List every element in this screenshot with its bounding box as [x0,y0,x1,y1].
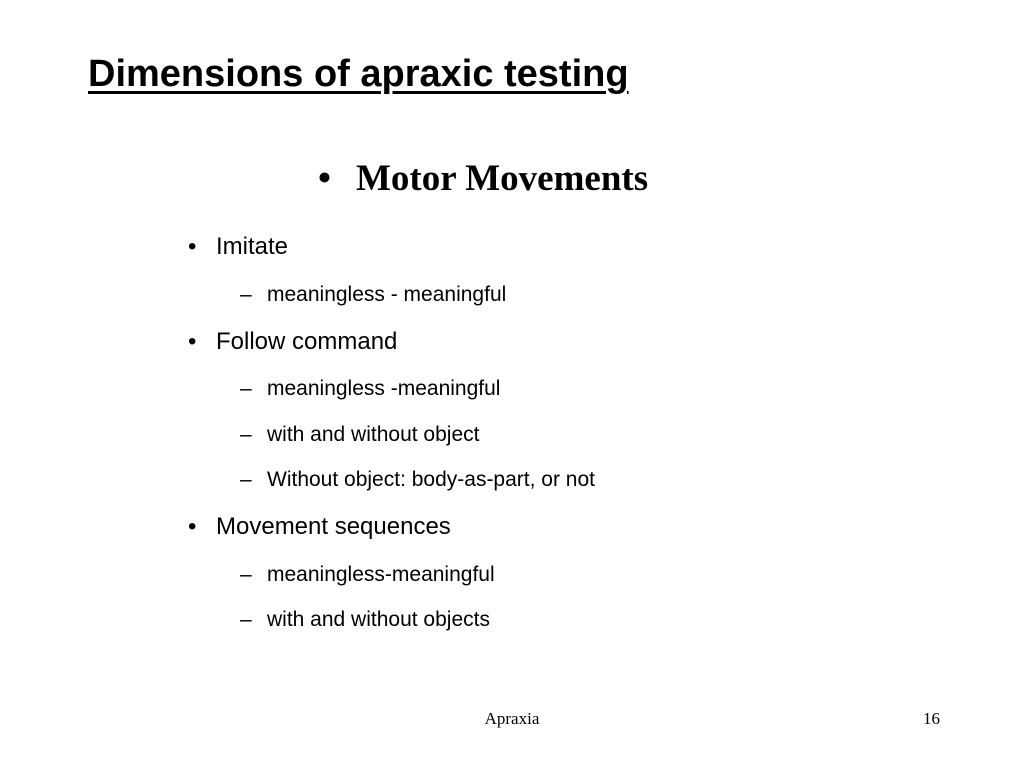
sub-bullet-label: meaningless - meaningful [267,283,507,306]
section-heading [318,155,648,203]
sub-bullet-label: Without object: body-as-part, or not [267,468,595,491]
bullet-label: Follow command [216,328,398,355]
dash-marker: – [240,468,252,491]
dash-marker: – [240,608,252,631]
sub-bullet-item [240,375,500,403]
sub-bullet-label: with and without object [267,423,480,446]
bullet-item [188,327,397,357]
bullet-label: Imitate [216,233,289,260]
sub-bullet-label: with and without objects [267,608,490,631]
sub-bullet-item [240,421,479,449]
sub-bullet-item [240,606,490,634]
page-number: 16 [923,709,940,728]
bullet-marker: • [188,233,197,260]
dash-marker: – [240,423,252,446]
sub-bullet-item [240,561,495,589]
bullet-item [188,512,451,542]
sub-bullet-label: meaningless -meaningful [267,377,501,400]
footer-label: Apraxia [484,709,540,728]
sub-bullet-item [240,466,595,494]
sub-bullet-item [240,281,506,309]
bullet-marker: • [188,328,197,355]
dash-marker: – [240,283,252,306]
sub-bullet-label: meaningless-meaningful [267,563,495,586]
dash-marker: – [240,563,252,586]
bullet-marker: • [188,513,197,540]
section-heading-label: Motor Movements [356,158,649,199]
bullet-label: Movement sequences [216,513,451,540]
bullet-item [188,232,288,262]
slide-title: Dimensions of apraxic testing [88,53,629,95]
dash-marker: – [240,377,252,400]
section-bullet: • [318,158,331,199]
